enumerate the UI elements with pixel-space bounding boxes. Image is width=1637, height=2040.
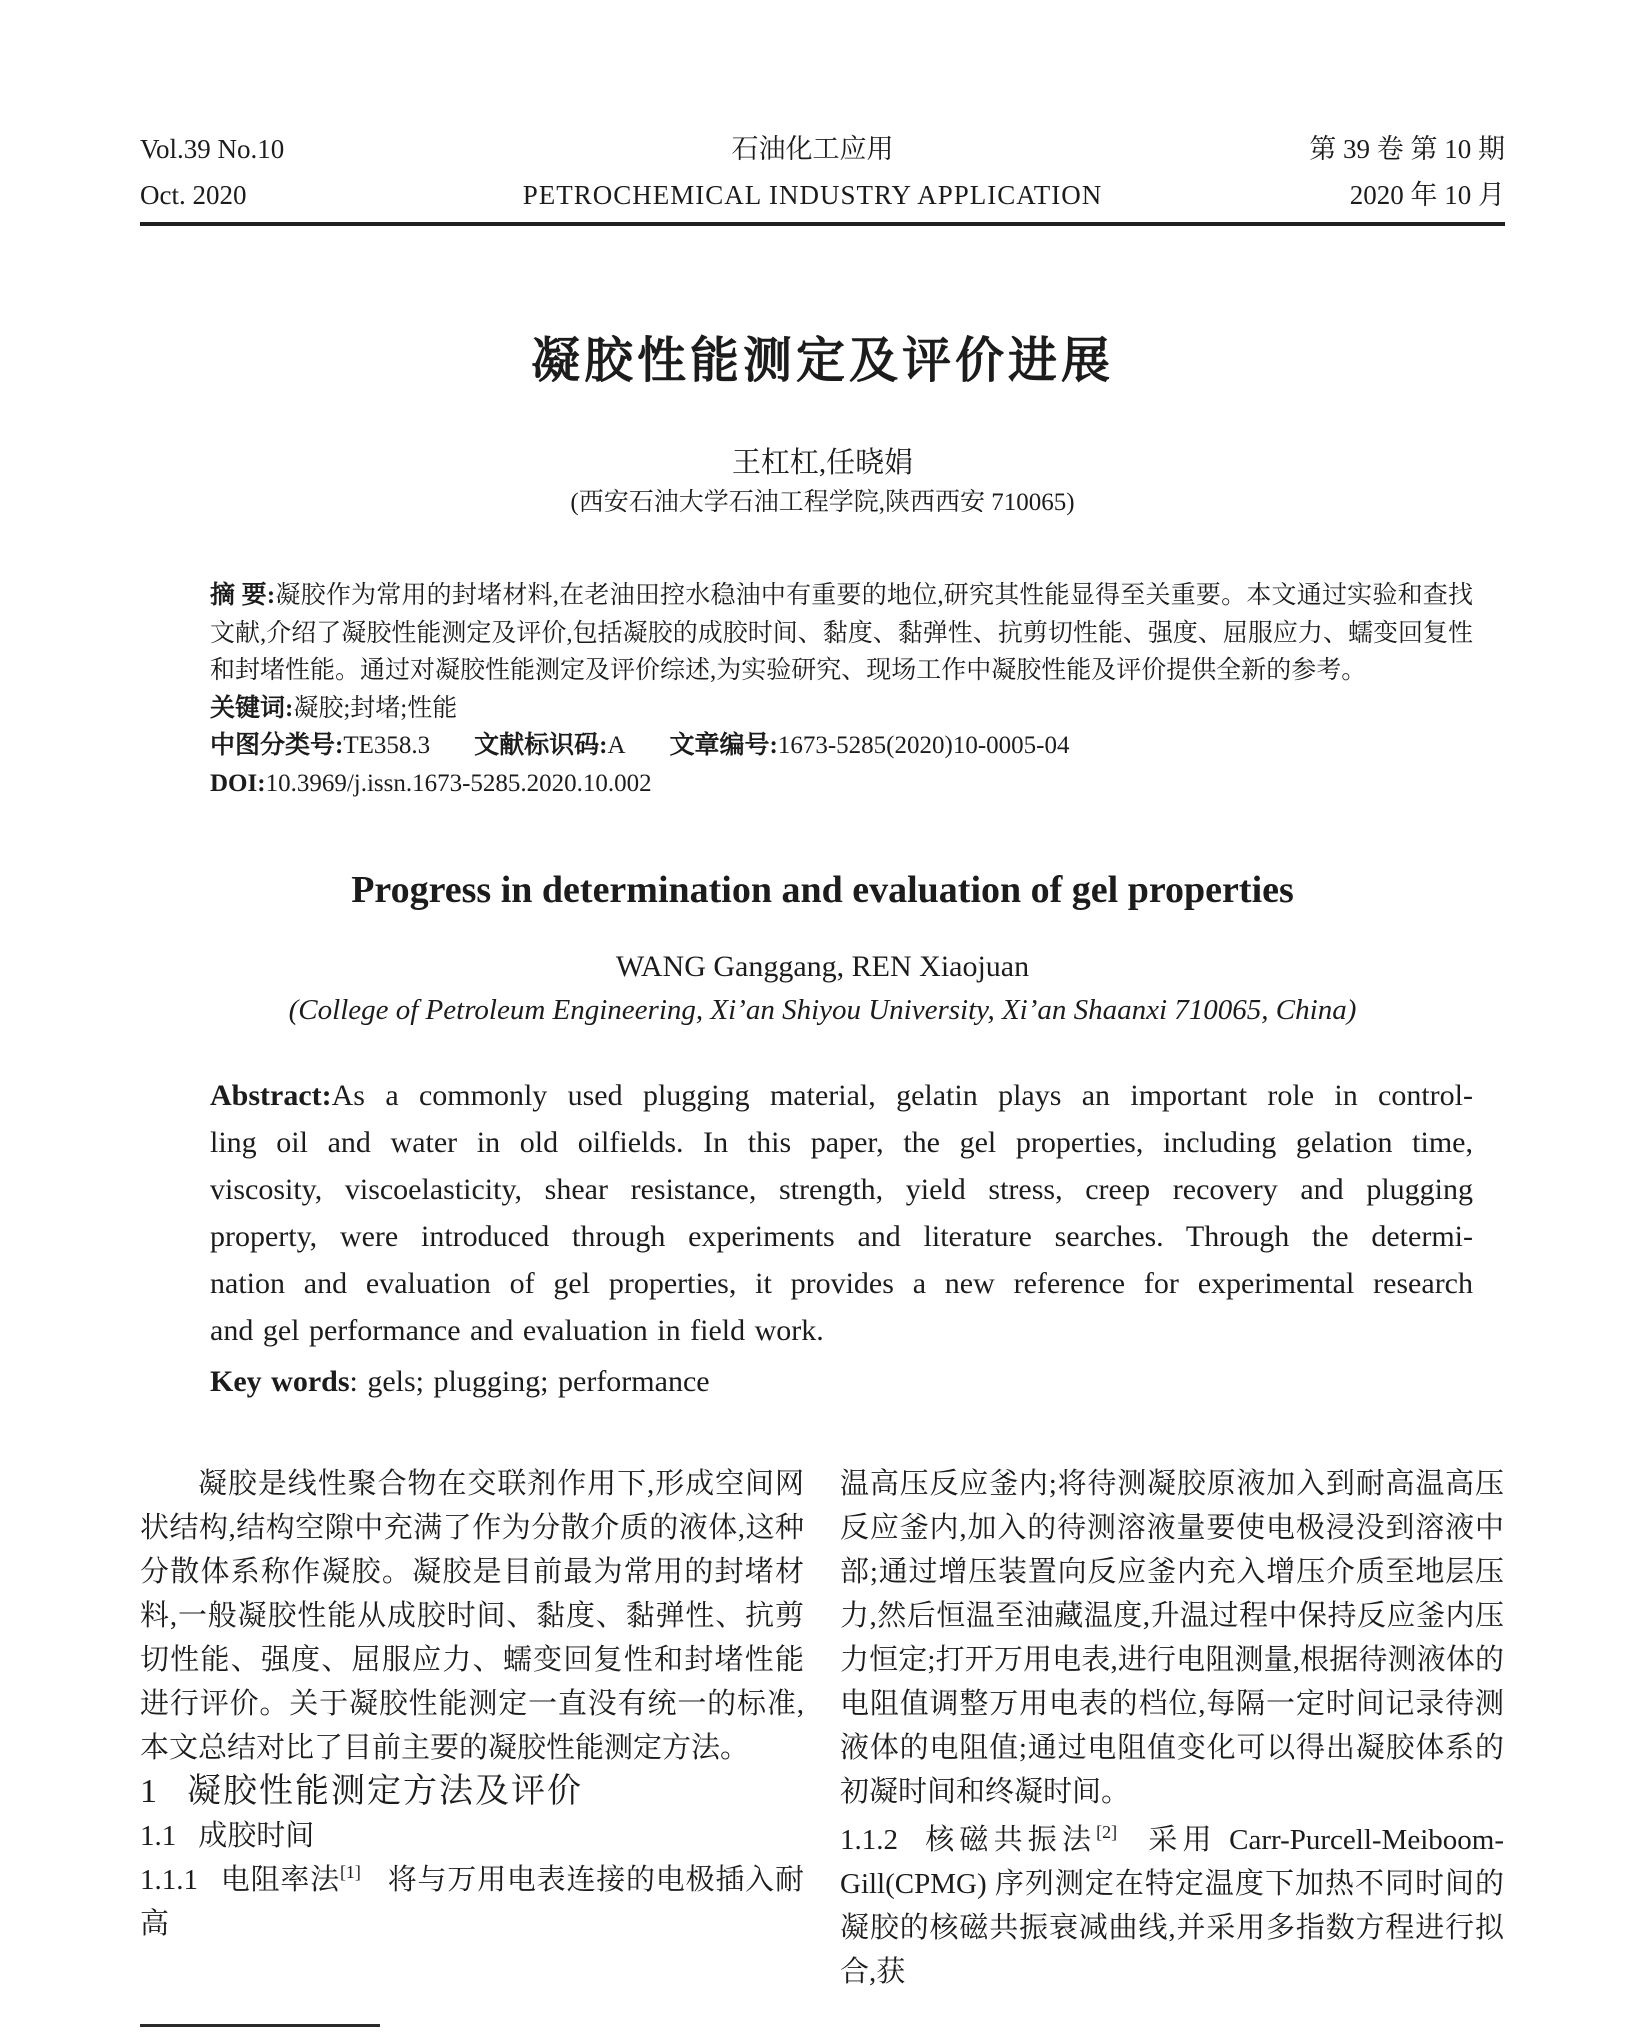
clc-value: TE358.3 [343,732,431,759]
header-date-zh: 2020 年 10 月 [1349,180,1505,210]
article-affiliation-en: (College of Petroleum Engineering, Xi’an Shiyou University, Xi’an Shaanxi 710065, China) [288,994,1357,1026]
section-1-1-number: 1.1 [140,1820,177,1852]
section-1-1-title: 成胶时间 [198,1820,315,1852]
keywords-en-label: Key words [210,1365,350,1398]
article-title-en: Progress in determination and evaluation of gel properties [351,869,1294,911]
article-authors-en: WANG Ganggang, REN Xiaojuan [615,950,1030,983]
header-rule [140,222,1505,226]
clc-label: 中图分类号: [210,732,344,759]
abstract-zh-block [210,577,1473,802]
doi-line [210,765,1473,803]
section-1-1-2-number: 1.1.2 [840,1824,898,1856]
article-affiliation-zh: (西安石油大学石油工程学院,陕西西安 710065) [570,489,1075,516]
article-no-label: 文章编号: [669,732,778,759]
clc-group [210,732,430,759]
abstract-en-block [210,1072,1473,1405]
intro-paragraph: 凝胶是线性聚合物在交联剂作用下,形成空间网状结构,结构空隙中充满了作为分散介质的液体,这种分散体系称作凝胶。凝胶是目前最为常用的封堵材料,一般凝胶性能从成胶时间、黏度、黏弹性、抗剪切性能、强度、屈服应力、蠕变回复性和封堵性能进行评价。关于凝胶性能测定一直没有统一的标准,本文总结对比了目前主要的凝胶性能测定方法。 [140,1468,804,1764]
section-1-1-1-number: 1.1.1 [140,1864,198,1896]
header-center [380,126,1245,218]
keywords-zh-line [210,690,1473,728]
abstract-zh-text: 凝胶作为常用的封堵材料,在老油田控水稳油中有重要的地位,研究其性能显得至关重要。本文通过实验和查找文献,介绍了凝胶性能测定及评价,包括凝胶的成胶时间、黏度、黏弹性、抗剪切性能、强度、屈服应力、蠕变回复性和封堵性能。通过对凝胶性能测定及评价综述,为实验研究、现场工作中凝胶性能及评价提供全新的参考。 [210,582,1474,684]
right-column-paragraph: 温高压反应釜内;将待测凝胶原液加入到耐高温高压反应釜内,加入的待测溶液量要使电极浸没到溶液中部;通过增压装置向反应釜内充入增压介质至地层压力,然后恒温至油藏温度,升温过程中保持反应釜内压力恒定;打开万用电表,进行电阻测量,根据待测液体的电阻值调整万用电表的档位,每隔一定时间记录待测液体的电阻值;通过电阻值变化可以得出凝胶体系的初凝时间和终凝时间。 [840,1468,1504,1808]
keywords-zh-text: 凝胶;封堵;性能 [293,694,458,722]
article-authors-zh: 王杠杠,任晓娟 [731,447,914,479]
journal-title-zh: 石油化工应用 [731,134,894,164]
doc-code-label: 文献标识码: [474,732,608,759]
reference-1-superscript: [1] [339,1862,361,1883]
keywords-zh-label: 关键词: [210,694,294,722]
section-1-1-1-method: 电阻率法 [220,1864,340,1896]
right-column [840,1462,1504,1994]
reference-2-superscript: [2] [1096,1822,1118,1843]
section-1-heading [140,1770,804,1814]
left-column [140,1462,804,1994]
abstract-zh-label: 摘 要: [210,582,276,609]
doi-label: DOI: [210,769,266,797]
section-1-title: 凝胶性能测定方法及评价 [187,1773,583,1810]
abstract-en-line: nation and evaluation of gel properties, it provides a new reference for experimental research [210,1267,1473,1300]
section-1-1-1-text: 将与万用电表连接的电极插入耐高 [140,1864,804,1940]
keywords-en-line [210,1358,1473,1405]
header-vol-no-en: Vol.39 No.10 [140,134,285,164]
header-date-en: Oct. 2020 [140,180,247,210]
section-1-1-2-text: 采用 Carr-Purcell-Meiboom-Gill(CPMG) 序列测定在特定温度下加热不同时间的凝胶的核磁共振衰减曲线,并采用多指数方程进行拟合,获 [840,1824,1504,1988]
abstract-en-text: As a commonly used plugging material, gelatin plays an important role in control- [331,1079,1473,1112]
body-columns [140,1462,1505,1994]
doi-value: 10.3969/j.issn.1673-5285.2020.10.002 [265,769,652,797]
abstract-en-line: viscosity, viscoelasticity, shear resistance, strength, yield stress, creep recovery and plugging [210,1173,1473,1206]
section-1-1-heading [140,1814,804,1858]
section-1-number: 1 [140,1773,157,1810]
journal-header [140,126,1505,218]
keywords-en-sep: : [349,1365,368,1398]
header-right [1245,126,1505,218]
doc-code-group [474,732,625,759]
abstract-en-line: ling oil and water in old oilfields. In this paper, the gel properties, including gelation time, [210,1126,1473,1159]
abstract-zh-paragraph [210,577,1473,690]
abstract-en-line [210,1072,1473,1119]
abstract-en-label: Abstract: [210,1079,332,1112]
abstract-en-line: and gel performance and evaluation in field work. [210,1314,824,1347]
article-no-group [670,732,1070,759]
article-title-zh: 凝胶性能测定及评价进展 [530,333,1114,388]
doc-code-value: A [607,732,626,759]
section-1-1-2-method: 核磁共振法 [920,1824,1097,1856]
section-1-1-1-paragraph [140,1858,804,1946]
header-left [140,126,380,218]
keywords-en-text: gels; plugging; performance [367,1365,710,1398]
section-1-1-2-paragraph [840,1818,1504,1994]
journal-title-en: PETROCHEMICAL INDUSTRY APPLICATION [522,180,1103,210]
footnote-rule [140,2024,380,2027]
article-no-value: 1673-5285(2020)10-0005-04 [777,732,1070,759]
header-vol-no-zh: 第 39 卷 第 10 期 [1309,134,1505,164]
abstract-en-line: property, were introduced through experiments and literature searches. Through the determi- [210,1220,1473,1253]
classification-line [210,727,1473,765]
